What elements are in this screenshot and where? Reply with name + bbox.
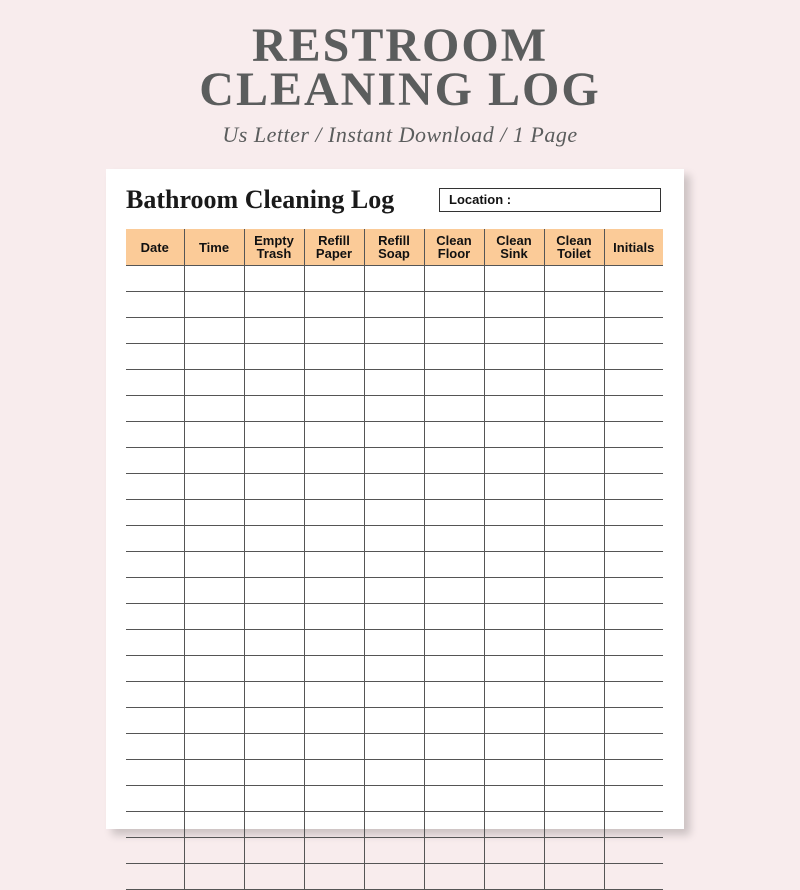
log-cell[interactable] [126,604,184,630]
log-cell[interactable] [126,344,184,370]
log-cell[interactable] [604,370,663,396]
log-cell[interactable] [126,552,184,578]
column-header-line1: Refill [318,233,350,248]
column-header-line2: Floor [437,246,471,261]
log-cell[interactable] [184,292,244,318]
table-row [126,318,663,344]
log-cell[interactable] [604,422,663,448]
log-cell[interactable] [244,474,304,500]
log-cell[interactable] [544,838,604,864]
log-cell[interactable] [364,786,424,812]
log-cell[interactable] [604,630,663,656]
column-header [544,229,604,266]
log-cell[interactable] [364,656,424,682]
log-cell[interactable] [364,396,424,422]
log-cell[interactable] [484,604,544,630]
table-row [126,370,663,396]
log-cell[interactable] [184,500,244,526]
log-cell[interactable] [364,266,424,292]
log-cell[interactable] [484,760,544,786]
log-cell[interactable] [184,318,244,344]
log-cell[interactable] [304,812,364,838]
table-row [126,812,663,838]
log-cell[interactable] [126,760,184,786]
log-cell[interactable] [484,344,544,370]
log-cell[interactable] [484,370,544,396]
log-cell[interactable] [544,370,604,396]
table-row [126,604,663,630]
log-cell[interactable] [424,266,484,292]
log-cell[interactable] [244,500,304,526]
log-cell[interactable] [484,838,544,864]
log-cell[interactable] [126,656,184,682]
log-cell[interactable] [424,630,484,656]
table-row [126,630,663,656]
column-header-line1: Time [198,239,230,255]
log-cell[interactable] [364,526,424,552]
log-cell[interactable] [484,656,544,682]
log-cell[interactable] [304,838,364,864]
log-cell[interactable] [544,448,604,474]
log-cell[interactable] [544,552,604,578]
page-title [0,19,800,116]
column-header-line2: Soap [378,246,410,261]
column-header-line1: Empty [254,233,294,248]
log-cell[interactable] [304,500,364,526]
title-line-1: RESTROOM [251,19,549,72]
log-cell[interactable] [364,500,424,526]
location-label: Location : [449,192,512,207]
log-cell[interactable] [126,266,184,292]
log-cell[interactable] [126,734,184,760]
log-cell[interactable] [304,318,364,344]
log-cell[interactable] [604,500,663,526]
log-cell[interactable] [304,604,364,630]
title-line-2: CLEANING LOG [199,63,601,116]
column-header-line2: Sink [500,246,528,261]
log-cell[interactable] [364,474,424,500]
log-cell[interactable] [304,266,364,292]
log-cell[interactable] [126,630,184,656]
log-cell[interactable] [484,526,544,552]
log-cell[interactable] [544,812,604,838]
log-table [126,229,663,890]
log-cell[interactable] [604,604,663,630]
log-cell[interactable] [364,812,424,838]
log-cell[interactable] [544,344,604,370]
column-header [484,229,544,266]
log-cell[interactable] [304,578,364,604]
log-cell[interactable] [424,604,484,630]
log-cell[interactable] [544,786,604,812]
log-cell[interactable] [244,370,304,396]
log-cell[interactable] [364,864,424,890]
log-cell[interactable] [126,578,184,604]
log-cell[interactable] [244,708,304,734]
log-cell[interactable] [126,370,184,396]
column-header-line2: Toilet [557,246,591,261]
log-cell[interactable] [304,526,364,552]
log-cell[interactable] [184,422,244,448]
log-cell[interactable] [604,578,663,604]
log-cell[interactable] [304,760,364,786]
log-cell[interactable] [126,838,184,864]
log-cell[interactable] [304,552,364,578]
log-cell[interactable] [424,864,484,890]
log-cell[interactable] [126,786,184,812]
log-cell[interactable] [544,760,604,786]
log-cell[interactable] [184,266,244,292]
log-cell[interactable] [184,526,244,552]
log-title: Bathroom Cleaning Log [126,185,395,214]
log-cell[interactable] [424,552,484,578]
log-cell[interactable] [544,526,604,552]
log-cell[interactable] [484,786,544,812]
log-cell[interactable] [304,708,364,734]
log-cell[interactable] [126,474,184,500]
log-cell[interactable] [244,734,304,760]
table-row [126,344,663,370]
log-cell[interactable] [424,578,484,604]
log-cell[interactable] [244,578,304,604]
log-cell[interactable] [126,812,184,838]
log-cell[interactable] [304,786,364,812]
log-cell[interactable] [304,474,364,500]
log-cell[interactable] [364,344,424,370]
table-row [126,552,663,578]
log-cell[interactable] [304,448,364,474]
log-cell[interactable] [544,864,604,890]
column-header [304,229,364,266]
column-header-line1: Clean [496,233,532,248]
column-header-line2: Trash [256,246,292,261]
log-cell[interactable] [544,318,604,344]
log-cell[interactable] [304,734,364,760]
log-cell[interactable] [184,578,244,604]
log-cell[interactable] [424,500,484,526]
log-cell[interactable] [544,604,604,630]
log-cell[interactable] [484,318,544,344]
log-cell[interactable] [484,396,544,422]
log-cell[interactable] [364,838,424,864]
log-sheet [106,169,684,829]
log-cell[interactable] [604,864,663,890]
table-row [126,474,663,500]
log-cell[interactable] [604,786,663,812]
log-cell[interactable] [484,266,544,292]
log-cell[interactable] [304,864,364,890]
log-cell[interactable] [184,864,244,890]
log-cell[interactable] [244,838,304,864]
log-cell[interactable] [244,422,304,448]
table-row [126,422,663,448]
log-cell[interactable] [424,370,484,396]
log-cell[interactable] [604,318,663,344]
log-cell[interactable] [126,526,184,552]
log-cell[interactable] [544,708,604,734]
table-row [126,396,663,422]
log-cell[interactable] [544,266,604,292]
log-cell[interactable] [184,656,244,682]
log-cell[interactable] [424,422,484,448]
log-cell[interactable] [544,474,604,500]
table-row [126,292,663,318]
log-cell[interactable] [484,630,544,656]
log-cell[interactable] [304,682,364,708]
table-row [126,786,663,812]
log-cell[interactable] [424,318,484,344]
table-row [126,864,663,890]
log-cell[interactable] [126,396,184,422]
log-cell[interactable] [304,656,364,682]
log-cell[interactable] [424,682,484,708]
table-row [126,708,663,734]
log-cell[interactable] [184,396,244,422]
log-cell[interactable] [604,344,663,370]
log-cell[interactable] [184,708,244,734]
log-body [126,266,663,890]
log-cell[interactable] [244,396,304,422]
log-cell[interactable] [184,448,244,474]
log-cell[interactable] [364,370,424,396]
log-cell[interactable] [184,604,244,630]
column-header [244,229,304,266]
log-cell[interactable] [424,292,484,318]
log-cell[interactable] [304,422,364,448]
log-cell[interactable] [244,682,304,708]
log-cell[interactable] [244,604,304,630]
log-cell[interactable] [364,708,424,734]
log-cell[interactable] [544,578,604,604]
table-row [126,500,663,526]
log-cell[interactable] [364,578,424,604]
log-cell[interactable] [184,838,244,864]
log-cell[interactable] [126,448,184,474]
log-cell[interactable] [484,474,544,500]
table-row [126,578,663,604]
log-cell[interactable] [184,630,244,656]
column-header [184,229,244,266]
log-cell[interactable] [304,370,364,396]
log-cell[interactable] [304,396,364,422]
column-header-line1: Refill [378,233,410,248]
log-cell[interactable] [484,422,544,448]
log-cell[interactable] [544,292,604,318]
log-cell[interactable] [484,500,544,526]
log-cell[interactable] [244,864,304,890]
log-cell[interactable] [184,734,244,760]
log-cell[interactable] [484,448,544,474]
log-cell[interactable] [126,318,184,344]
log-cell[interactable] [604,838,663,864]
log-cell[interactable] [424,708,484,734]
log-cell[interactable] [484,682,544,708]
header-row [126,229,663,266]
log-cell[interactable] [544,396,604,422]
log-cell[interactable] [244,786,304,812]
log-cell[interactable] [184,474,244,500]
log-cell[interactable] [604,682,663,708]
table-row [126,760,663,786]
log-cell[interactable] [364,682,424,708]
log-cell[interactable] [244,812,304,838]
column-header-line1: Clean [436,233,472,248]
log-cell[interactable] [484,578,544,604]
log-cell[interactable] [604,656,663,682]
log-cell[interactable] [484,864,544,890]
log-cell[interactable] [126,708,184,734]
log-cell[interactable] [484,552,544,578]
column-header-line1: Clean [556,233,592,248]
log-cell[interactable] [424,526,484,552]
log-cell[interactable] [364,448,424,474]
column-header [604,229,663,266]
log-cell[interactable] [604,734,663,760]
log-cell[interactable] [424,760,484,786]
log-cell[interactable] [244,448,304,474]
log-cell[interactable] [126,500,184,526]
table-row [126,526,663,552]
log-cell[interactable] [244,266,304,292]
log-cell[interactable] [126,682,184,708]
log-cell[interactable] [604,708,663,734]
log-cell[interactable] [244,552,304,578]
log-cell[interactable] [244,656,304,682]
log-cell[interactable] [544,500,604,526]
log-cell[interactable] [544,734,604,760]
log-cell[interactable] [604,760,663,786]
log-cell[interactable] [304,344,364,370]
log-cell[interactable] [424,838,484,864]
log-cell[interactable] [364,422,424,448]
table-row [126,734,663,760]
log-cell[interactable] [604,526,663,552]
column-header [364,229,424,266]
column-header [424,229,484,266]
log-cell[interactable] [424,474,484,500]
log-cell[interactable] [244,760,304,786]
log-cell[interactable] [364,292,424,318]
column-header-line1: Initials [613,239,655,255]
log-cell[interactable] [364,318,424,344]
log-cell[interactable] [364,604,424,630]
table-row [126,448,663,474]
log-cell[interactable] [184,760,244,786]
log-cell[interactable] [544,656,604,682]
log-cell[interactable] [364,734,424,760]
log-cell[interactable] [424,448,484,474]
log-cell[interactable] [184,370,244,396]
log-cell[interactable] [244,630,304,656]
log-cell[interactable] [604,448,663,474]
log-cell[interactable] [364,630,424,656]
log-cell[interactable] [184,552,244,578]
log-cell[interactable] [304,630,364,656]
location-field[interactable] [439,188,661,212]
log-cell[interactable] [424,396,484,422]
log-cell[interactable] [424,812,484,838]
log-cell[interactable] [244,344,304,370]
log-cell[interactable] [126,422,184,448]
log-cell[interactable] [484,734,544,760]
log-cell[interactable] [424,344,484,370]
table-row [126,838,663,864]
column-header-line1: Date [140,239,169,255]
log-cell[interactable] [126,864,184,890]
table-row [126,656,663,682]
log-cell[interactable] [604,552,663,578]
log-cell[interactable] [544,682,604,708]
log-cell[interactable] [126,292,184,318]
log-cell[interactable] [244,318,304,344]
table-row [126,682,663,708]
log-cell[interactable] [184,344,244,370]
log-cell[interactable] [604,266,663,292]
column-header-line2: Paper [315,246,353,261]
log-cell[interactable] [424,786,484,812]
log-cell[interactable] [484,292,544,318]
log-cell[interactable] [184,812,244,838]
log-cell[interactable] [184,786,244,812]
log-cell[interactable] [424,734,484,760]
log-cell[interactable] [364,552,424,578]
log-cell[interactable] [604,812,663,838]
log-cell[interactable] [544,630,604,656]
log-cell[interactable] [304,292,364,318]
subtitle: Us Letter / Instant Download / 1 Page [222,122,578,147]
log-cell[interactable] [244,292,304,318]
table-row [126,266,663,292]
log-cell[interactable] [484,812,544,838]
log-cell[interactable] [604,474,663,500]
log-cell[interactable] [244,526,304,552]
log-cell[interactable] [424,656,484,682]
log-cell[interactable] [544,422,604,448]
log-cell[interactable] [604,396,663,422]
log-cell[interactable] [604,292,663,318]
log-cell[interactable] [184,682,244,708]
column-header [126,229,184,266]
log-cell[interactable] [484,708,544,734]
log-cell[interactable] [364,760,424,786]
